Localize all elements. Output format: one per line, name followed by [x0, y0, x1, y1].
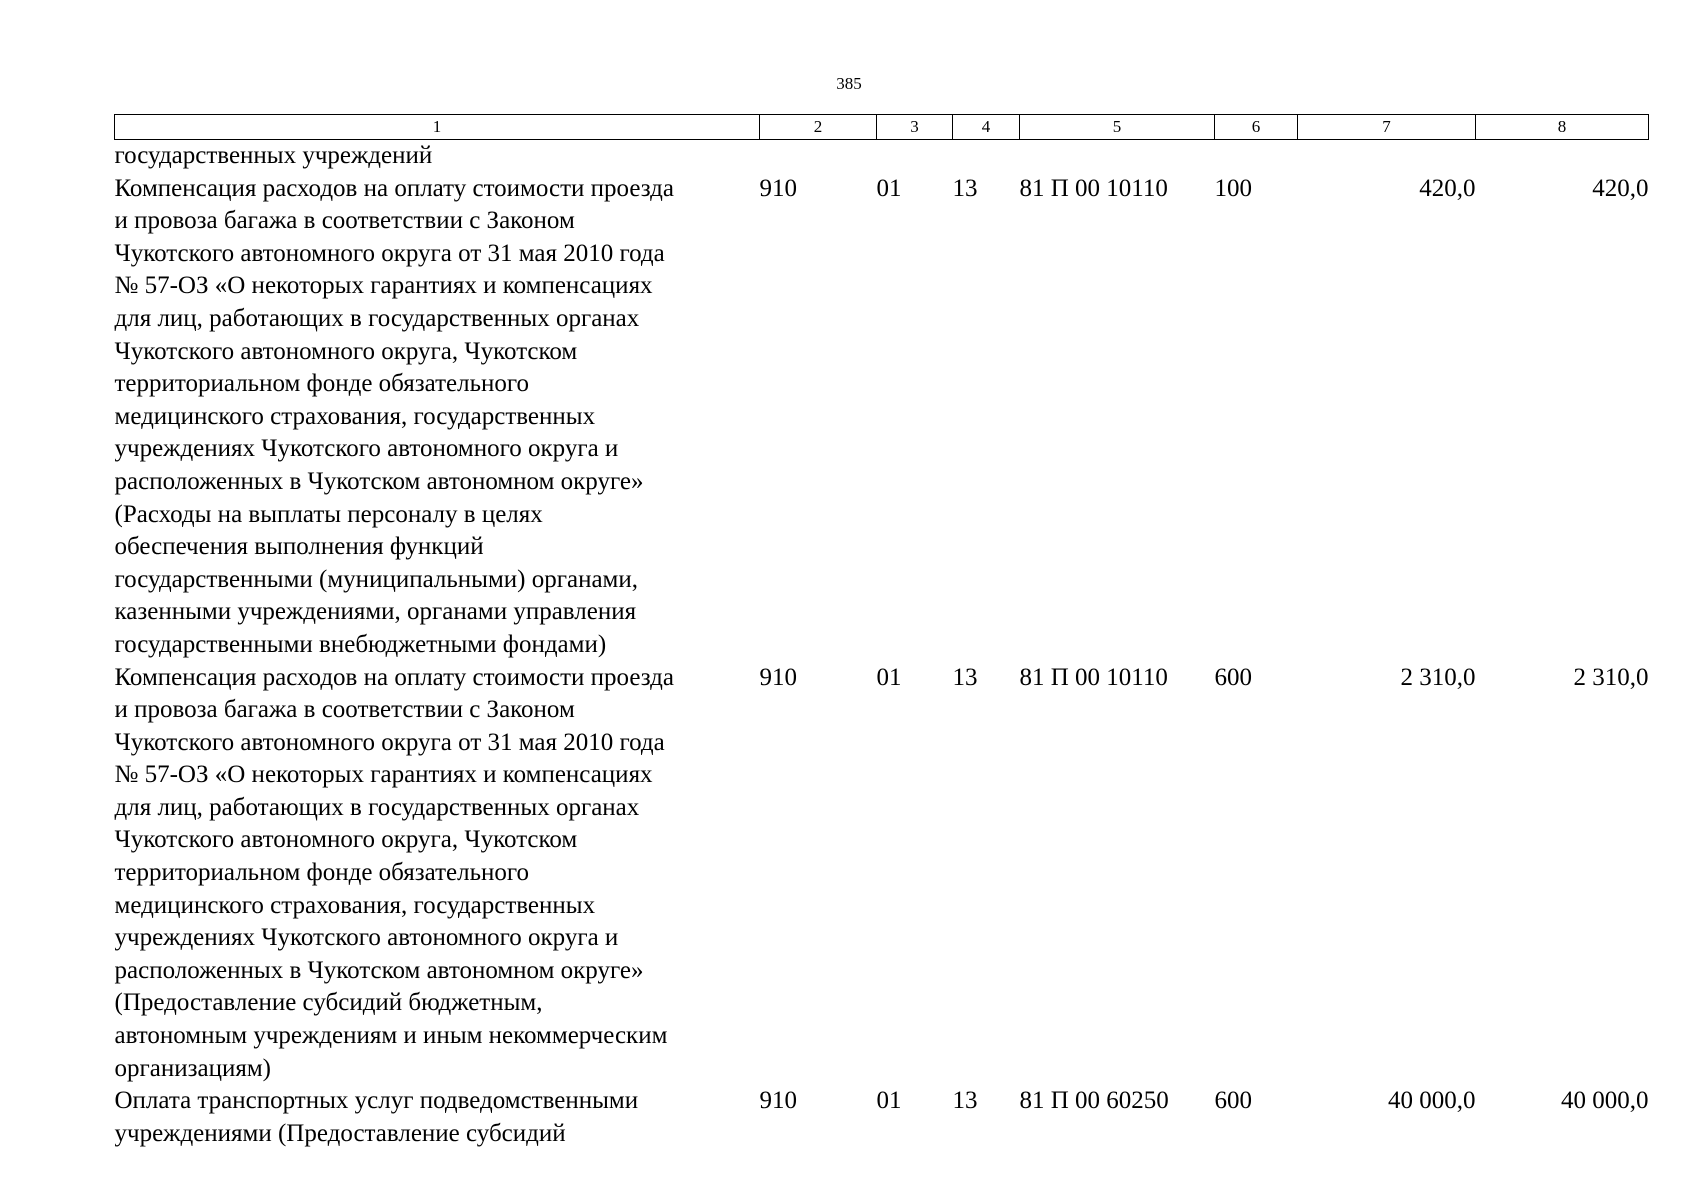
row-expense-type [1215, 140, 1298, 173]
description-line: Чукотского автономного округа от 31 мая 2010 года [114, 239, 665, 267]
row-subsection-code: 13 [952, 1087, 978, 1115]
description-line: Чукотского автономного округа от 31 мая 2010 года [114, 728, 665, 756]
row-description [115, 1085, 760, 1150]
budget-table [114, 114, 1649, 1150]
column-header-2: 2 [760, 115, 877, 140]
row-description [115, 140, 760, 173]
table-row [115, 1085, 1649, 1150]
description-line: и провоза багажа в соответствии с Законом [114, 696, 575, 724]
row-amount-col7: 420,0 [1419, 174, 1476, 202]
description-line: казенными учреждениями, органами управления [114, 598, 637, 626]
row-ministry-code [760, 140, 877, 173]
description-line: Оплата транспортных услуг подведомственными [114, 1087, 639, 1115]
row-ministry-code: 910 [759, 663, 797, 691]
row-target-article: 81 П 00 60250 [1019, 1087, 1169, 1115]
description-line: для лиц, работающих в государственных органах [114, 304, 640, 332]
row-description [115, 662, 760, 1086]
description-line: медицинского страхования, государственных [114, 891, 596, 919]
description-line: государственными внебюджетными фондами) [114, 630, 607, 658]
description-line: учреждениях Чукотского автономного округа и [114, 435, 619, 463]
description-line: (Предоставление субсидий бюджетным, [114, 989, 543, 1017]
row-target-article [1020, 140, 1215, 173]
column-number-header [115, 115, 1649, 140]
row-expense-type: 600 [1214, 663, 1252, 691]
row-subsection-code [953, 140, 1020, 173]
description-line: Чукотского автономного округа, Чукотском [114, 826, 578, 854]
description-line: автономным учреждениям и иным некоммерческим [114, 1022, 668, 1050]
description-line: территориальном фонде обязательного [114, 370, 530, 398]
description-line: № 57-ОЗ «О некоторых гарантиях и компенсациях [114, 272, 653, 300]
description-line: Компенсация расходов на оплату стоимости проезда [114, 663, 674, 691]
description-line: организациям) [114, 1054, 271, 1082]
column-header-5: 5 [1020, 115, 1215, 140]
row-section-code: 01 [876, 174, 902, 202]
description-line: территориальном фонде обязательного [114, 859, 530, 887]
row-amount-col8: 40 000,0 [1561, 1087, 1649, 1115]
description-line: (Расходы на выплаты персоналу в целях [114, 500, 543, 528]
column-header-8: 8 [1476, 115, 1649, 140]
table-row [115, 140, 1649, 173]
description-line: для лиц, работающих в государственных органах [114, 793, 640, 821]
row-amount-col7 [1298, 140, 1476, 173]
column-header-1: 1 [115, 115, 760, 140]
description-line: расположенных в Чукотском автономном округе» [114, 467, 644, 495]
row-expense-type: 100 [1214, 174, 1252, 202]
row-amount-col7: 40 000,0 [1388, 1087, 1476, 1115]
column-header-6: 6 [1215, 115, 1298, 140]
description-line: учреждениями (Предоставление субсидий [114, 1119, 566, 1147]
column-header-3: 3 [877, 115, 953, 140]
description-line: № 57-ОЗ «О некоторых гарантиях и компенсациях [114, 761, 653, 789]
row-subsection-code: 13 [952, 663, 978, 691]
description-line: расположенных в Чукотском автономном округе» [114, 956, 644, 984]
row-target-article: 81 П 00 10110 [1019, 174, 1168, 202]
description-line: медицинского страхования, государственных [114, 402, 596, 430]
row-expense-type: 600 [1214, 1087, 1252, 1115]
description-line: Чукотского автономного округа, Чукотском [114, 337, 578, 365]
row-section-code [877, 140, 953, 173]
table-row [115, 173, 1649, 662]
row-section-code: 01 [876, 1087, 902, 1115]
description-line: государственных учреждений [114, 142, 433, 169]
column-header-4: 4 [953, 115, 1020, 140]
row-section-code: 01 [876, 663, 902, 691]
row-ministry-code: 910 [759, 174, 797, 202]
row-amount-col7: 2 310,0 [1400, 663, 1476, 691]
description-line: и провоза багажа в соответствии с Законом [114, 207, 575, 235]
row-amount-col8 [1476, 140, 1649, 173]
row-target-article: 81 П 00 10110 [1019, 663, 1168, 691]
row-amount-col8: 2 310,0 [1573, 663, 1649, 691]
description-line: учреждениях Чукотского автономного округа и [114, 924, 619, 952]
description-line: государственными (муниципальными) органами, [114, 565, 638, 593]
row-subsection-code: 13 [952, 174, 978, 202]
description-line: обеспечения выполнения функций [114, 533, 484, 561]
row-description [115, 173, 760, 662]
row-amount-col8: 420,0 [1592, 174, 1649, 202]
table-row [115, 662, 1649, 1086]
page-number: 385 [836, 74, 862, 93]
column-header-7: 7 [1298, 115, 1476, 140]
description-line: Компенсация расходов на оплату стоимости проезда [114, 174, 674, 202]
row-ministry-code: 910 [759, 1087, 797, 1115]
